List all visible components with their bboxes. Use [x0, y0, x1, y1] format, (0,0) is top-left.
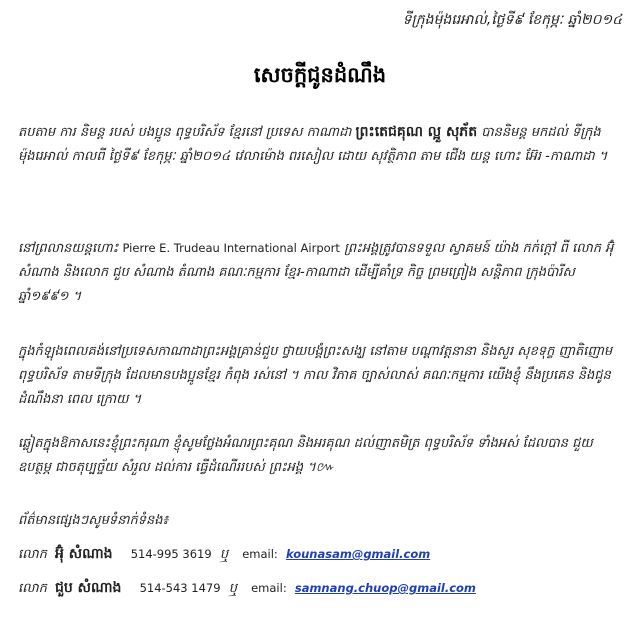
- paragraph-text: ព្រះអង្គត្រូវបានទទួល ស្វាគមន៍ យ៉ាង កក់ក្តៅ ពី លោក អ៊ុំ សំណាង និងលោក ជួប សំណាង តំណាង គណៈកម្មការ ខ្មែរ-កាណាដា ដើម្បីគាំទ្រ កិច្ច ព្រមព្រៀង សន្តិភាព ក្រុងប៉ារីសឆ្នាំ១៩៩១ ។: [18, 241, 614, 304]
- contact-or: ឬ: [219, 547, 229, 562]
- paragraph-arrival: [18, 120, 622, 169]
- contact-phone: 514-995 3619: [130, 547, 212, 561]
- paragraph-text: តបតាម ការ និមន្ត របស់ បងប្អូន ពុទ្ធបរិស័ទ ខ្មែរនៅ ប្រទេស កាណាដា: [18, 125, 356, 140]
- contact-heading: ព័ត៌មានផ្សេងៗសូមទំនាក់ទំនង៖: [18, 513, 169, 528]
- contact-phone: 514-543 1479: [139, 581, 221, 595]
- contact-row: [18, 578, 476, 599]
- date-line: ទីក្រុងម៉ុងរេអាល់,ថ្ងៃទី៩ ខែកុម្ភៈ ឆ្នាំ២០១៤: [402, 12, 622, 28]
- airport-name: Pierre E. Trudeau International Airport: [122, 241, 340, 255]
- paragraph-text: ឆ្លៀតក្នុងឱកាសនេះខ្ញុំព្រះករុណា ខ្ញុំសូមថ្លែងអំណរព្រះគុណ និងអរគុណ ដល់ញាតមិត្រ ពុទ្ធបរិស័ទ ទាំងអស់ ដែលបាន ជួយឧបត្ថម្ភ ជាចតុប្បច្ច័យ សំរួល ដល់ការ ធ្វើដំណើររបស់ ព្រះអង្គ ។៚: [18, 436, 593, 475]
- contact-row: [18, 544, 430, 565]
- paragraph-schedule: [18, 340, 622, 412]
- email-label: email:: [242, 547, 278, 561]
- contact-name: អ៊ុំ សំណាង: [55, 546, 113, 562]
- document-title: សេចក្តីជូនដំណឹង: [253, 63, 387, 87]
- email-link[interactable]: samnang.chuop@gmail.com: [294, 581, 476, 595]
- paragraph-welcome: [18, 236, 622, 309]
- email-label: email:: [251, 581, 287, 595]
- email-link[interactable]: kounasam@gmail.com: [285, 547, 431, 561]
- paragraph-thanks: [18, 432, 622, 480]
- paragraph-text: ក្នុងកំឡុងពេលគង់នៅប្រទេសកាណាដាព្រះអង្គគ្រាន់ជួប ថ្វាយបង្គំព្រះសង្ឃ នៅតាម បណ្តាវត្តនានា និងសួរ សុខទុក្ខ ញាតិញោម ពុទ្ធបរិស័ទ តាមទីក្រុង ដែលមានបងប្អូនខ្មែរ កំពុង រស់នៅ ។ កាល វិភាគ ច្បាស់លាស់ គណៈកម្មការ យើងខ្ញុំ នឹងប្រគេន និងជូនដំណឹងនា ពេល ក្រោយ ។: [18, 344, 613, 407]
- monk-name: ព្រះតេជគុណ ល្អួ សុភ័ត: [355, 124, 478, 140]
- contact-title: លោក: [18, 547, 47, 562]
- contact-name: ជួប សំណាង: [55, 580, 122, 596]
- contact-title: លោក: [18, 581, 47, 596]
- contact-or: ឬ: [228, 581, 237, 596]
- paragraph-text: បាននិមន្ត មកដល់ ទីក្រុង ម៉ុងរេអាល់ កាលពី ថ្ងៃទី៩ ខែកុម្ភៈ ឆ្នាំ២០១៤ វេលាម៉ោង ពរសៀល ដោយ សុវត្ថិភាព តាម ជើង យន្ត ហោះ អ៊ែរ -កាណាដា ។: [18, 125, 608, 164]
- paragraph-text: នៅព្រលានយន្តហោះ: [18, 241, 123, 256]
